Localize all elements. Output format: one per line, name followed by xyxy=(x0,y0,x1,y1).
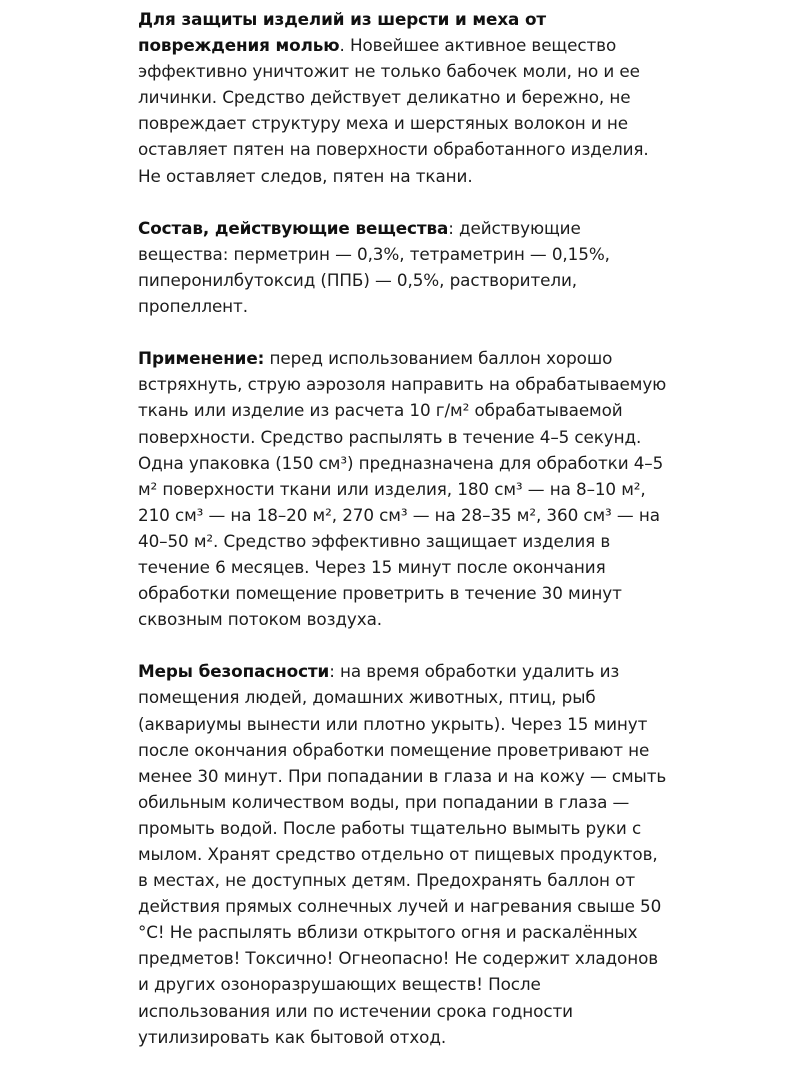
safety-text: : на время обработки удалить из помещения людей, домашних животных, птиц, рыб (аквариумы вынести или плотно укрыть). Через 15 минут после окончания обработки помещение проветривают не менее 30 минут. При попадании в глаза и на кожу — смыть обильным количеством воды, при попадании в глаза — промыть водой. После работы тщательно вымыть руки с мылом. Хранят средство отдельно от пищевых продуктов, в местах, не доступных детям. Предохранять баллон от действия прямых солнечных лучей и нагревания свыше 50 °С! Не распылять вблизи открытого огня и раскалённых предметов! Токсично! Огнеопасно! Не содержит хладонов и других озоноразрушающих веществ! После использования или по истечении срока годности утилизировать как бытовой отход. xyxy=(138,661,667,1047)
application-text: перед использованием баллон хорошо встряхнуть, струю аэрозоля направить на обрабатываемую ткань или изделие из расчета 10 г/м² обрабатываемой поверхности. Средство распылять в течение 4–5 секунд. Одна упаковка (150 см³) предназначена для обработки 4–5 м² поверхности ткани или изделия, 180 см³ — на 8–10 м², 210 см³ — на 18–20 м², 270 см³ — на 28–35 м², 360 см³ — на 40–50 м². Средство эффективно защищает изделия в течение 6 месяцев. Через 15 минут после окончания обработки помещение проветрить в течение 30 минут сквозным потоком воздуха. xyxy=(138,348,667,630)
safety-paragraph xyxy=(138,658,668,1049)
composition-text: : действующие вещества: перметрин — 0,3%, тетраметрин — 0,15%, пиперонилбутоксид (ППБ) — 0,5%, растворители, пропеллент. xyxy=(138,217,610,317)
protection-text: . Новейшее активное вещество эффективно уничтожит не только бабочек моли, но и ее личинки. Средство действует деликатно и бережно, не повреждает структуру меха и шерстяных волокон и не оставляет пятен на поверхности обработанного изделия. Не оставляет следов, пятен на ткани. xyxy=(138,35,649,186)
composition-paragraph xyxy=(138,215,668,319)
protection-paragraph xyxy=(138,6,668,189)
safety-heading: Меры безопасности xyxy=(138,661,330,682)
protection-heading: Для защиты изделий из шерсти и меха от повреждения молью xyxy=(138,9,547,56)
composition-heading: Состав, действующие вещества xyxy=(138,217,449,238)
application-paragraph xyxy=(138,345,668,632)
application-heading: Применение: xyxy=(138,348,265,369)
product-description xyxy=(138,6,668,1050)
